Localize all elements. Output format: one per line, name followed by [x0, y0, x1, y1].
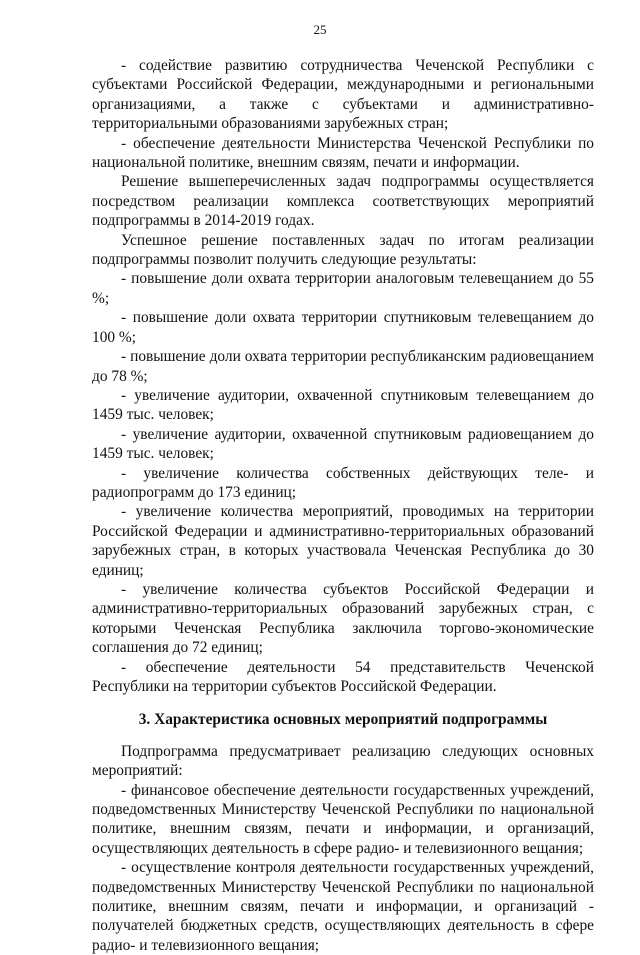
paragraph-results-intro: Успешное решение поставленных задач по итогам реализации подпрограммы позволит получить следующие результаты:	[92, 231, 594, 269]
measure-item-financing: - финансовое обеспечение деятельности государственных учреждений, подведомственных Министерству Чеченской Республики по национальной политике, внешним связям, печати и информации, и организаций, осуществляющих деятельность в сфере радио- и телевизионного вещания;	[92, 781, 594, 857]
section-heading: 3. Характеристика основных мероприятий подпрограммы	[138, 711, 548, 729]
result-item-radio-coverage: - повышение доли охвата территории республиканским радиовещанием до 78 %;	[92, 348, 594, 385]
paragraph-measures-intro: Подпрограмма предусматривает реализацию следующих основных мероприятий:	[92, 742, 594, 780]
page-number: 25	[313, 22, 327, 37]
result-item-radio-audience: - увеличение аудитории, охваченной спутниковым радиовещанием до 1459 тыс. человек;	[92, 425, 594, 463]
result-item-events: - увеличение количества мероприятий, проводимых на территории Российской Федерации и административно-территориальных образований зарубежных стран, в которых участвовала Чеченская Республика до 30 единиц;	[92, 503, 594, 579]
document-body	[92, 56, 594, 955]
measure-item-control: - осуществление контроля деятельности государственных учреждений, подведомственных Министерству Чеченской Республики по национальной политике, внешним связям, печати и информации, и организаций - получателей бюджетных средств, осуществляющих деятельность в сфере радио- и телевизионного вещания;	[92, 859, 594, 954]
result-item-tv-audience: - увеличение аудитории, охваченной спутниковым телевещанием до 1459 тыс. человек;	[92, 386, 594, 424]
result-item-representations: - обеспечение деятельности 54 представительств Чеченской Республики на территории субъектов Российской Федерации.	[92, 658, 594, 695]
paragraph-cooperation: - содействие развитию сотрудничества Чеченской Республики с субъектами Российской Федерации, международными и региональными организациями, а также с субъектами и административно-территориальными образованиями зарубежных стран;	[92, 57, 594, 133]
result-item-analog-tv: - повышение доли охвата территории аналоговым телевещанием до 55 %;	[92, 270, 594, 307]
result-item-satellite-tv: - повышение доли охвата территории спутниковым телевещанием до 100 %;	[92, 309, 594, 346]
result-item-programs: - увеличение количества собственных действующих теле- и радиопрограмм до 173 единиц;	[92, 464, 594, 501]
paragraph-ministry-activity: - обеспечение деятельности Министерства Чеченской Республики по национальной политике, внешним связям, печати и информации.	[92, 134, 594, 172]
result-item-agreements: - увеличение количества субъектов Российской Федерации и административно-территориальных образований зарубежных стран, с которыми Чеченская Республика заключила торгово-экономические соглашения до 72 единиц;	[92, 580, 594, 657]
paragraph-tasks-solution: Решение вышеперечисленных задач подпрограммы осуществляется посредством реализации комплекса соответствующих мероприятий подпрограммы в 2014-2019 годах.	[92, 173, 594, 230]
